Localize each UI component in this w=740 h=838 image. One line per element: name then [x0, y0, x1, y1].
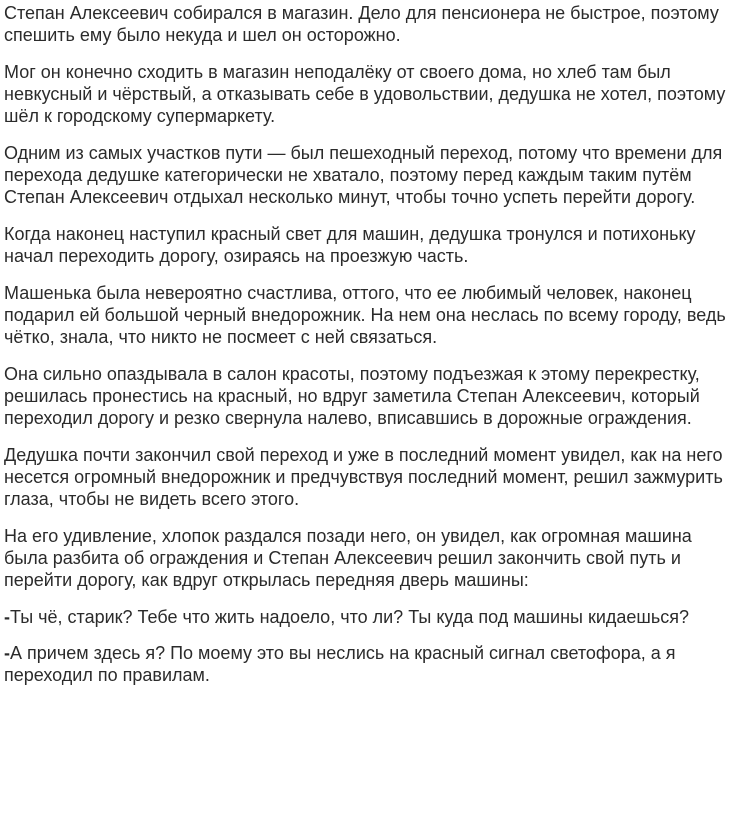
paragraph-6: Она сильно опаздывала в салон красоты, поэтому подъезжая к этому перекрестку, решилась пронестись на красный, но вдруг заметила Степан Алексеевич, который переходил дорогу и резко свернула налево, вписавшись в дорожные ограждения. [4, 364, 700, 428]
article-text [4, 2, 738, 700]
paragraph-7: Дедушка почти закончил свой переход и уже в последний момент увидел, как на него несется огромный внедорожник и предчувствуя последний момент, решил зажмурить глаза, чтобы не видеть всего этого. [4, 445, 723, 509]
dialogue-dash: - [4, 643, 10, 663]
dialogue-dash: - [4, 607, 10, 627]
paragraph-8: На его удивление, хлопок раздался позади него, он увидел, как огромная машина была разбита об ограждения и Степан Алексеевич решил закончить свой путь и перейти дорогу, как вдруг открылась передняя дверь машины: [4, 526, 692, 590]
dialogue-text: А причем здесь я? По моему это вы неслись на красный сигнал светофора, а я переходил по правилам. [4, 643, 676, 685]
dialogue-line-2 [4, 642, 738, 686]
dialogue-line-1 [4, 606, 738, 628]
paragraph-5: Машенька была невероятно счастлива, оттого, что ее любимый человек, наконец подарил ей большой черный внедорожник. На нем она неслась по всему городу, ведь чётко, знала, что никто не посмеет с ней связаться. [4, 283, 726, 347]
paragraph-4: Когда наконец наступил красный свет для машин, дедушка тронулся и потихоньку начал переходить дорогу, озираясь на проезжую часть. [4, 224, 696, 266]
paragraph-3: Одним из самых участков пути — был пешеходный переход, потому что времени для перехода дедушке категорически не хватало, поэтому перед каждым таким путём Степан Алексеевич отдыхал несколько минут, чтобы точно успеть перейти дорогу. [4, 143, 723, 207]
paragraph-2: Мог он конечно сходить в магазин неподалёку от своего дома, но хлеб там был невкусный и чёрствый, а отказывать себе в удовольствии, дедушка не хотел, поэтому шёл к городскому супермаркету. [4, 62, 726, 126]
paragraph-1: Степан Алексеевич собирался в магазин. Дело для пенсионера не быстрое, поэтому спешить ему было некуда и шел он осторожно. [4, 3, 719, 45]
dialogue-text: Ты чё, старик? Тебе что жить надоело, что ли? Ты куда под машины кидаешься? [10, 607, 689, 627]
